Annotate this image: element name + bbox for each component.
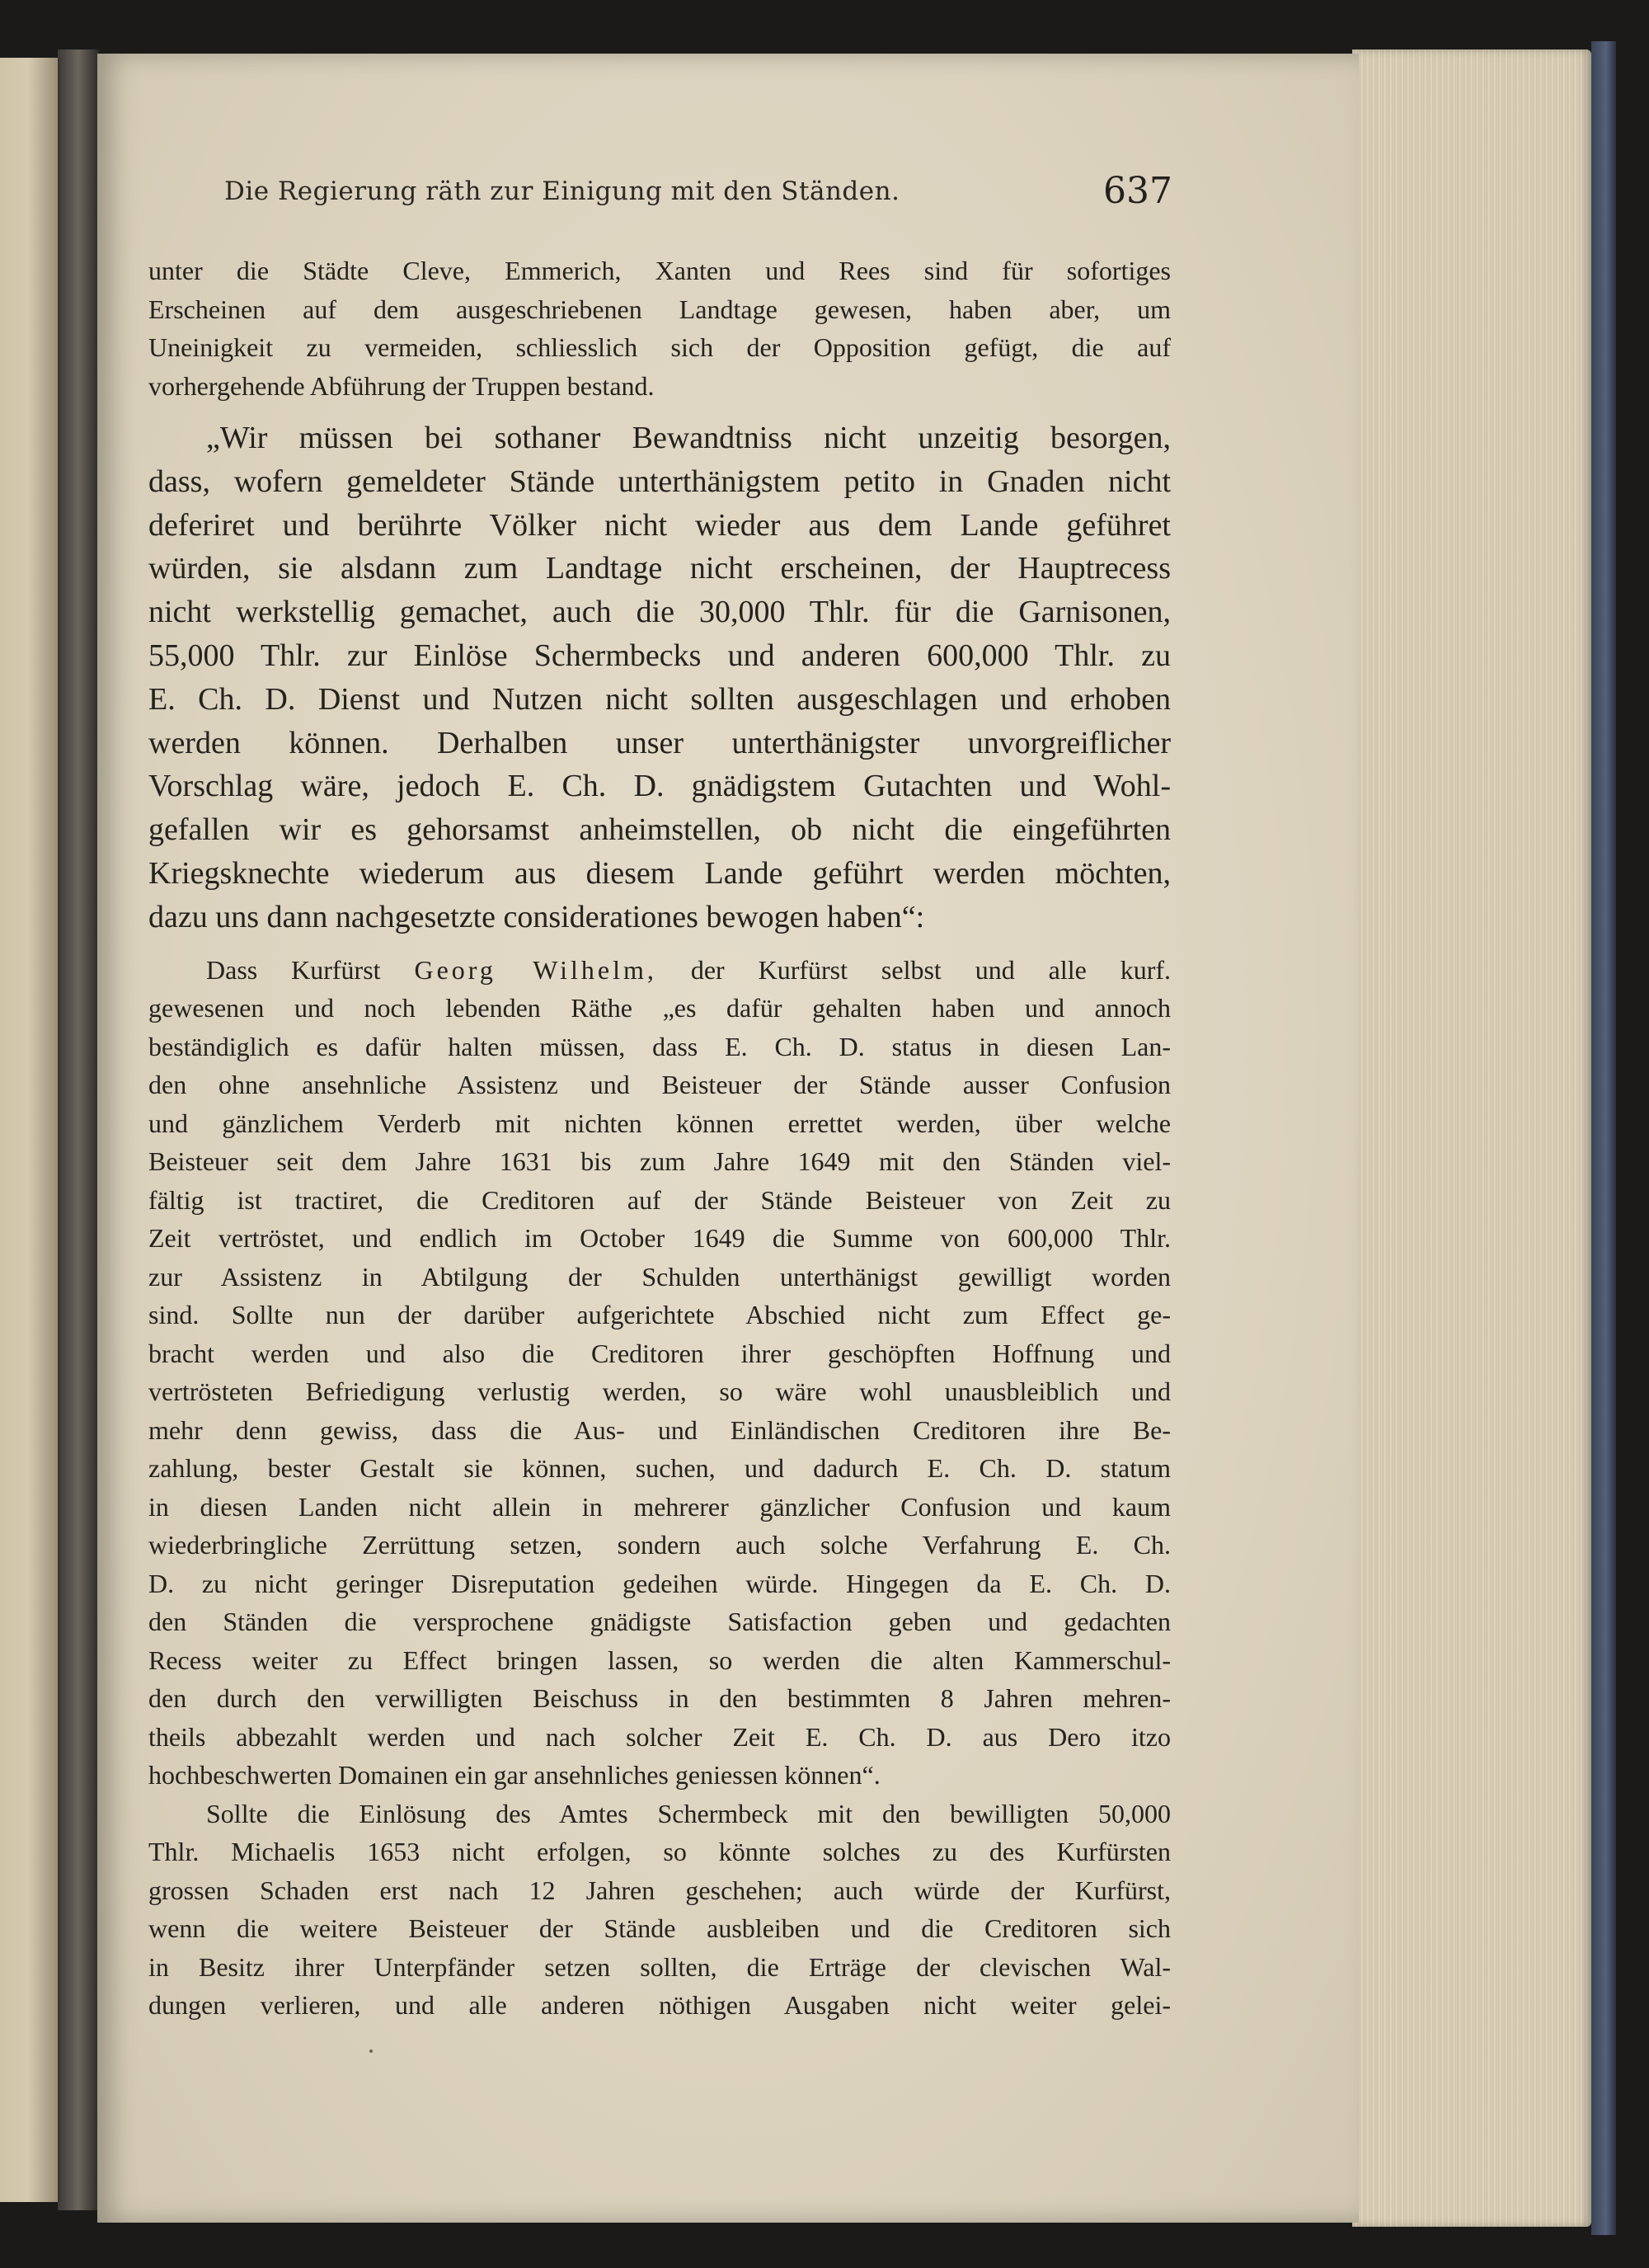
running-title: Die Regierung räth zur Einigung mit den Ständen. [224,176,900,206]
text-line: Sollte die Einlösung des Amtes Schermbeck mit den bewilligten 50,000 [206,1798,1171,1828]
text-line: gewesenen und noch lebenden Räthe „es dafür gehalten haben und annoch [148,993,1171,1023]
text-line: Erscheinen auf dem ausgeschriebenen Landtage gewesen, haben aber, um [148,294,1171,324]
text-line: unter die Städte Cleve, Emmerich, Xanten und Rees sind für sofortiges [148,256,1171,285]
text-line: dazu uns dann nachgesetzte considerationes bewogen haben“: [148,899,925,934]
text-fragment: Dass Kurfürst [206,954,381,985]
text-line: den ohne ansehnliche Assistenz und Beisteuer der Stände ausser Confusion [148,1070,1171,1100]
paragraph-3-summary [148,951,1171,2025]
text-line: nicht werkstellig gemachet, auch die 30,000 Thlr. für die Garnisonen, [148,595,1171,630]
text-line: Zeit vertröstet, und endlich im October 1649 die Summe von 600,000 Thlr. [148,1223,1171,1254]
text-line: fältig ist tractiret, die Creditoren auf der Stände Beisteuer von Zeit zu [148,1184,1171,1215]
text-line: hochbeschwerten Domainen ein gar ansehnliches geniessen können“. [148,1760,881,1790]
text-line: den durch den verwilligten Beischuss in den bestimmten 8 Jahren mehren- [148,1683,1171,1714]
text-line: wenn die weitere Beisteuer der Stände ausbleiben und die Creditoren sich [148,1913,1171,1944]
text-line: Vorschlag wäre, jedoch E. Ch. D. gnädigstem Gutachten und Wohl- [148,769,1171,804]
text-line: und gänzlichem Verderb mit nichten können errettet werden, über welche [148,1108,1171,1138]
text-line: vertrösteten Befriedigung verlustig werden, so wäre wohl unausbleiblich und [148,1376,1171,1407]
text-line: theils abbezahlt werden und nach solcher Zeit E. Ch. D. aus Dero itzo [148,1721,1171,1752]
text-line: würden, sie alsdann zum Landtage nicht erscheinen, der Hauptrecess [148,551,1171,586]
text-line: in diesen Landen nicht allein in mehrerer gänzlicher Confusion und kaum [148,1491,1171,1522]
text-line: den Ständen die versprochene gnädigste Satisfaction geben und gedachten [148,1607,1171,1637]
paragraph-1 [148,252,1171,405]
text-line: D. zu nicht geringer Disreputation gedeihen würde. Hingegen da E. Ch. D. [148,1568,1171,1598]
text-line: bracht werden und also die Creditoren ihrer geschöpften Hoffnung und [148,1338,1171,1368]
running-head [224,170,1172,223]
text-line: mehr denn gewiss, dass die Aus- und Einländischen Creditoren ihre Be- [148,1414,1171,1445]
page-body [148,252,1171,2025]
text-line: zahlung, bester Gestalt sie können, suchen, und dadurch E. Ch. D. statum [148,1453,1171,1484]
page-number: 637 [1103,170,1172,212]
text-line-first [148,951,1171,990]
text-line: zur Assistenz in Abtilgung der Schulden unterthänigst gewilligt worden [148,1261,1171,1292]
text-line: deferiret und berührte Völker nicht wieder aus dem Lande geführet [148,507,1171,543]
text-line: Uneinigkeit zu vermeiden, schliesslich sich der Opposition gefügt, die auf [148,332,1171,362]
text-line: Kriegsknechte wiederum aus diesem Lande geführt werden möchten, [148,855,1171,891]
previous-page-edge [0,58,60,2202]
text-line: wiederbringliche Zerrüttung setzen, sondern auch solche Verfahrung E. Ch. [148,1530,1171,1560]
text-line: vorhergehende Abführung der Truppen bestand. [148,370,655,401]
paper-speck [369,2049,373,2053]
book-binding [58,49,99,2210]
text-line: E. Ch. D. Dienst und Nutzen nicht sollten ausgeschlagen und erhoben [148,681,1171,717]
text-line: dungen verlieren, und alle anderen nöthigen Ausgaben nicht weiter gelei- [148,1990,1171,2021]
paragraph-2-quotation [148,416,1171,939]
text-line: grossen Schaden erst nach 12 Jahren geschehen; auch würde der Kurfürst, [148,1875,1171,1905]
text-line: dass, wofern gemeldeter Stände unterthänigstem petito in Gnaden nicht [148,463,1171,499]
text-line: „Wir müssen bei sothaner Bewandtniss nicht unzeitig besorgen, [206,421,1171,455]
text-line: Thlr. Michaelis 1653 nicht erfolgen, so könnte solches zu des Kurfürsten [148,1837,1171,1867]
text-line: sind. Sollte nun der darüber aufgerichtete Abschied nicht zum Effect ge- [148,1300,1171,1330]
text-line: 55,000 Thlr. zur Einlöse Schermbecks und anderen 600,000 Thlr. zu [148,638,1171,673]
page-block-edges [1352,49,1591,2227]
text-line: Beisteuer seit dem Jahre 1631 bis zum Jahre 1649 mit den Ständen viel- [148,1146,1171,1177]
text-line: gefallen wir es gehorsamst anheimstellen, ob nicht die eingeführten [148,812,1171,848]
text-line: Recess weiter zu Effect bringen lassen, so werden die alten Kammerschul- [148,1645,1171,1675]
text-fragment: der Kurfürst selbst und alle kurf. [690,954,1172,985]
previous-page-margin-text [0,58,8,2202]
text-line: in Besitz ihrer Unterpfänder setzen sollten, die Erträge der clevischen Wal- [148,1951,1171,1982]
text-line: beständiglich es dafür halten müssen, dass E. Ch. D. status in diesen Lan- [148,1031,1171,1061]
text-line: werden können. Derhalben unser unterthänigster unvorgreiflicher [148,725,1171,760]
spaced-name: Georg Wilhelm, [414,954,657,985]
book-cover-edge [1591,41,1616,2235]
